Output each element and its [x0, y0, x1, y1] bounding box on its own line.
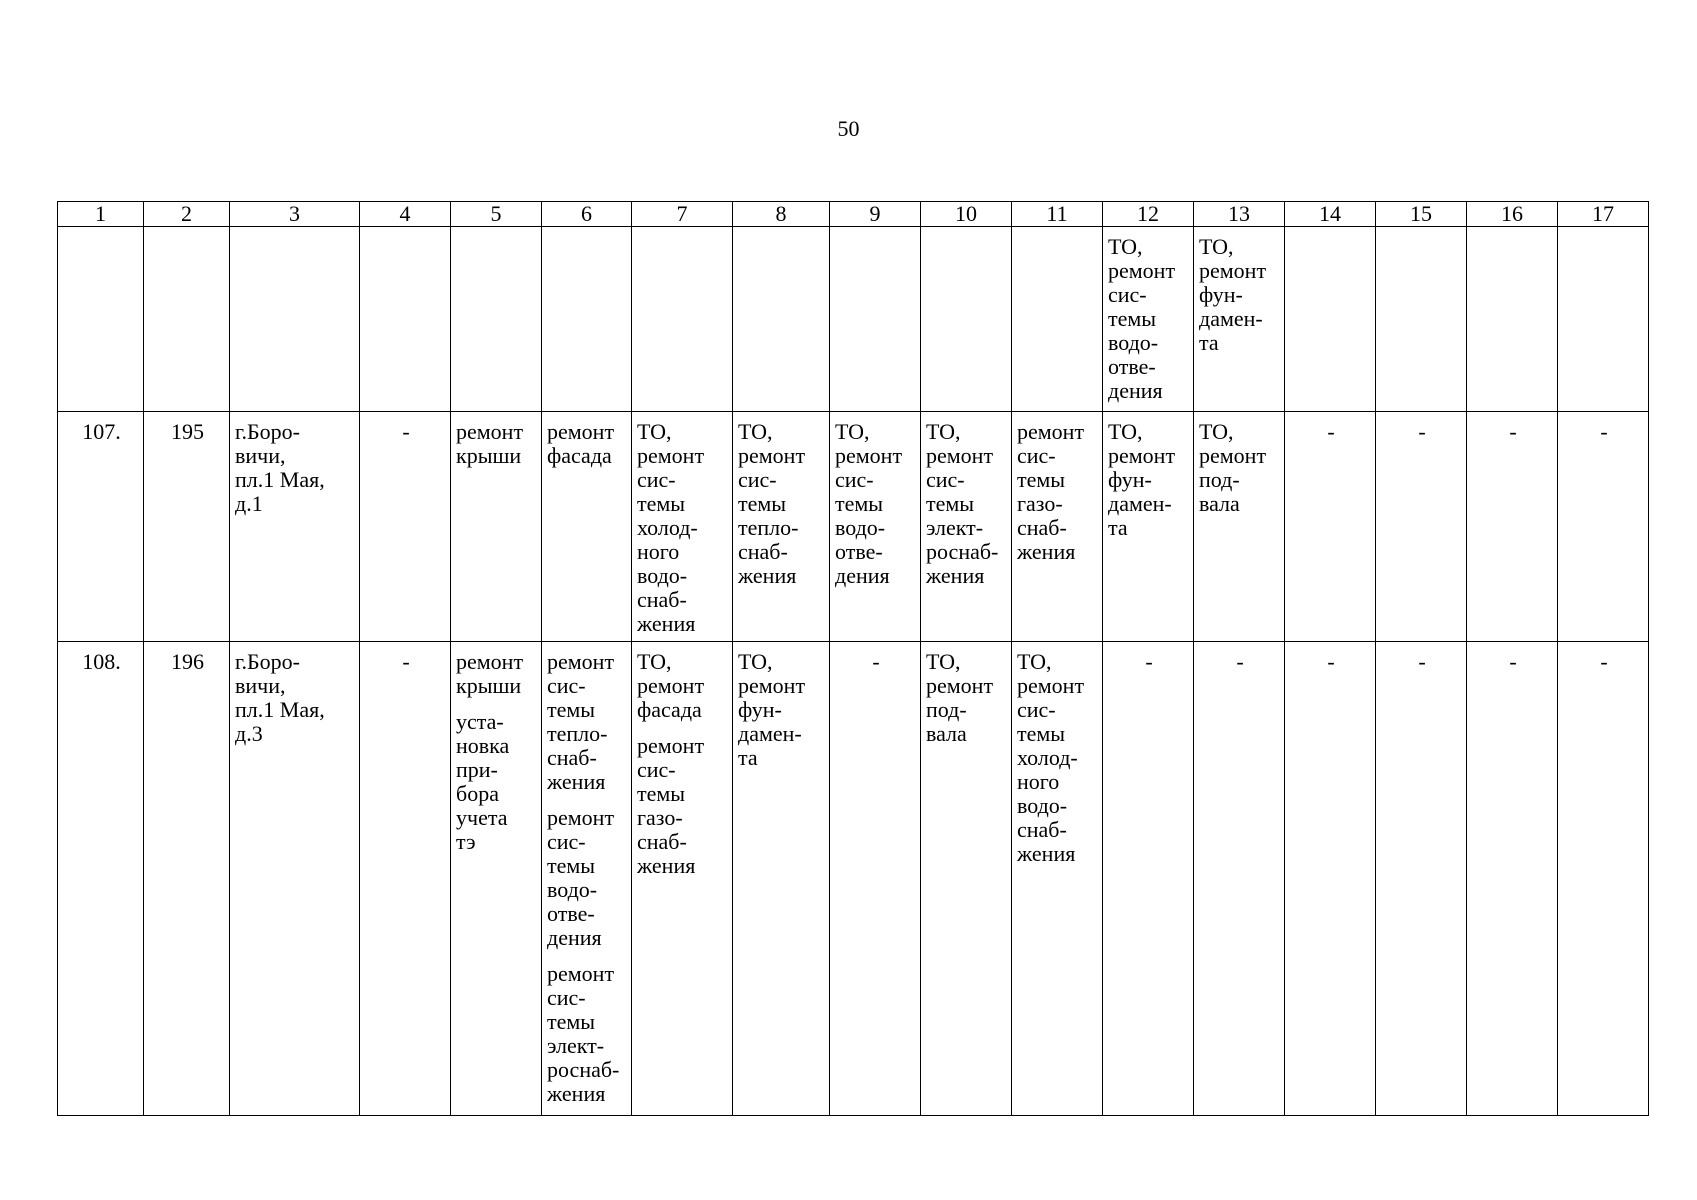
- table-cell: [1558, 642, 1649, 1116]
- table-cell: [921, 642, 1012, 1116]
- table-cell: [830, 642, 921, 1116]
- table-cell: [144, 642, 230, 1116]
- column-number: 16: [1467, 202, 1558, 227]
- cell-text: ТО, ремонт сис- темы тепло- снаб- жения: [738, 419, 806, 588]
- table-cell: [1103, 227, 1194, 412]
- cell-text: ТО, ремонт фун- дамен- та: [1108, 419, 1176, 540]
- cell-text: уста- новка при- бора учета тэ: [456, 709, 510, 854]
- table-cell: [360, 642, 451, 1116]
- table-cell: [632, 227, 733, 412]
- table-cell: [1376, 642, 1467, 1116]
- table-cell: [1285, 412, 1376, 642]
- column-number: 3: [230, 202, 360, 227]
- page-number: 50: [837, 116, 860, 141]
- table-cell: [1467, 642, 1558, 1116]
- table-cell: [542, 642, 632, 1116]
- column-number-row: [58, 202, 1649, 227]
- table-row: [58, 412, 1649, 642]
- cell-text: -: [1236, 649, 1244, 674]
- cell-text: -: [1327, 419, 1335, 444]
- cell-text: ТО, ремонт сис- темы водо- отве- дения: [1108, 234, 1176, 403]
- cell-text: -: [402, 649, 410, 674]
- cell-text: ТО, ремонт сис- темы элект- роснаб- жения: [926, 419, 999, 588]
- column-number: 13: [1194, 202, 1285, 227]
- table-cell: [1194, 412, 1285, 642]
- cell-text: ТО, ремонт под- вала: [1199, 419, 1267, 516]
- cell-text: ТО, ремонт фун- дамен- та: [738, 649, 806, 770]
- table-cell: [733, 642, 830, 1116]
- table-cell: [1376, 412, 1467, 642]
- cell-text: ТО, ремонт под- вала: [926, 649, 994, 746]
- table-cell: [230, 642, 360, 1116]
- table-cell: [921, 227, 1012, 412]
- cell-text: ТО, ремонт фасада: [637, 649, 705, 722]
- column-number: 12: [1103, 202, 1194, 227]
- column-number: 6: [542, 202, 632, 227]
- cell-text: -: [1600, 419, 1608, 444]
- table-cell: [1103, 412, 1194, 642]
- cell-text: 195: [171, 419, 204, 444]
- table-cell: [632, 412, 733, 642]
- cell-text: ТО, ремонт сис- темы холод- ного водо- снаб- жения: [637, 419, 705, 636]
- table-cell: [1558, 227, 1649, 412]
- column-number: 17: [1558, 202, 1649, 227]
- table-cell: [451, 227, 542, 412]
- table-row: [58, 642, 1649, 1116]
- cell-text: 108.: [82, 649, 121, 674]
- cell-text: ремонт сис- темы газо- снаб- жения: [1017, 419, 1085, 564]
- table-cell: [360, 412, 451, 642]
- column-number: 15: [1376, 202, 1467, 227]
- column-number: 10: [921, 202, 1012, 227]
- column-number: 7: [632, 202, 733, 227]
- cell-text: -: [1509, 419, 1517, 444]
- cell-text: 107.: [82, 419, 121, 444]
- column-number: 1: [58, 202, 144, 227]
- table-cell: [542, 412, 632, 642]
- table-cell: [360, 227, 451, 412]
- table-cell: [58, 227, 144, 412]
- column-number: 2: [144, 202, 230, 227]
- table-cell: [542, 227, 632, 412]
- table-cell: [830, 227, 921, 412]
- cell-text: ремонт фасада: [547, 419, 615, 468]
- table-cell: [1012, 412, 1103, 642]
- cell-text: 196: [171, 649, 204, 674]
- cell-text: ТО, ремонт сис- темы холод- ного водо- снаб- жения: [1017, 649, 1085, 866]
- cell-text: -: [1600, 649, 1608, 674]
- table-cell: [1467, 412, 1558, 642]
- cell-text: -: [1327, 649, 1335, 674]
- table-row: [58, 227, 1649, 412]
- table-cell: [1467, 227, 1558, 412]
- column-number: 8: [733, 202, 830, 227]
- table-cell: [1103, 642, 1194, 1116]
- cell-text: -: [1145, 649, 1153, 674]
- cell-text: ремонт сис- темы тепло- снаб- жения: [547, 649, 615, 794]
- table-cell: [58, 412, 144, 642]
- column-number: 14: [1285, 202, 1376, 227]
- table-cell: [1012, 642, 1103, 1116]
- table-cell: [733, 227, 830, 412]
- table-cell: [1194, 227, 1285, 412]
- cell-text: ремонт крыши: [456, 649, 524, 698]
- cell-text: -: [402, 419, 410, 444]
- table-cell: [1012, 227, 1103, 412]
- table-cell: [921, 412, 1012, 642]
- cell-text: ремонт сис- темы водо- отве- дения: [547, 805, 615, 950]
- works-table: [57, 201, 1649, 1116]
- column-number: 5: [451, 202, 542, 227]
- table-cell: [230, 412, 360, 642]
- column-number: 4: [360, 202, 451, 227]
- table-cell: [830, 412, 921, 642]
- cell-text: г.Боро- вичи, пл.1 Мая, д.1: [235, 419, 325, 516]
- cell-text: -: [1509, 649, 1517, 674]
- cell-text: ремонт сис- темы газо- снаб- жения: [637, 733, 705, 878]
- table-cell: [230, 227, 360, 412]
- table-cell: [733, 412, 830, 642]
- cell-text: ремонт крыши: [456, 419, 524, 468]
- table-cell: [1194, 642, 1285, 1116]
- column-number: 9: [830, 202, 921, 227]
- table-cell: [451, 642, 542, 1116]
- cell-text: ТО, ремонт сис- темы водо- отве- дения: [835, 419, 903, 588]
- table-cell: [632, 642, 733, 1116]
- cell-text: -: [1418, 419, 1426, 444]
- table-cell: [1558, 412, 1649, 642]
- table-cell: [144, 412, 230, 642]
- column-number: 11: [1012, 202, 1103, 227]
- table-cell: [1376, 227, 1467, 412]
- cell-text: ремонт сис- темы элект- роснаб- жения: [547, 961, 620, 1106]
- cell-text: -: [1418, 649, 1426, 674]
- cell-text: -: [872, 649, 880, 674]
- cell-text: ТО, ремонт фун- дамен- та: [1199, 234, 1267, 355]
- table-cell: [451, 412, 542, 642]
- table-cell: [1285, 642, 1376, 1116]
- table-cell: [144, 227, 230, 412]
- cell-text: г.Боро- вичи, пл.1 Мая, д.3: [235, 649, 325, 746]
- table-cell: [58, 642, 144, 1116]
- table-cell: [1285, 227, 1376, 412]
